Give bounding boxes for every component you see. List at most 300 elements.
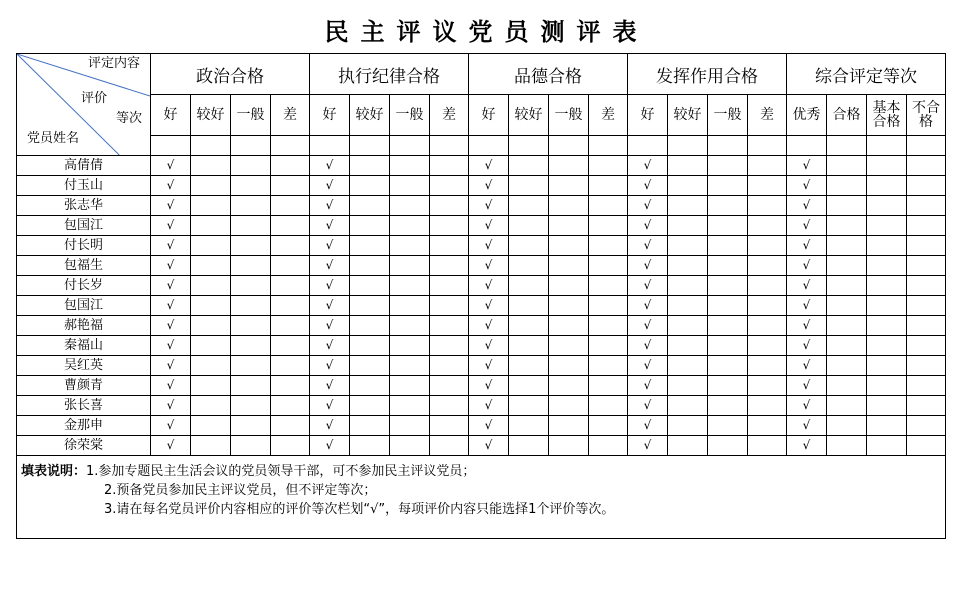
rating-cell[interactable] — [310, 176, 350, 196]
rating-cell[interactable] — [549, 396, 589, 416]
rating-cell[interactable] — [231, 316, 271, 336]
rating-cell[interactable] — [668, 416, 708, 436]
rating-cell[interactable] — [748, 356, 787, 376]
rating-cell[interactable] — [708, 156, 748, 176]
rating-cell[interactable] — [271, 216, 310, 236]
rating-cell[interactable] — [430, 236, 469, 256]
rating-cell[interactable] — [430, 176, 469, 196]
rating-cell[interactable] — [390, 256, 430, 276]
rating-cell[interactable] — [509, 416, 549, 436]
rating-cell[interactable] — [628, 316, 668, 336]
rating-cell[interactable] — [907, 356, 946, 376]
rating-cell[interactable] — [867, 256, 907, 276]
rating-cell[interactable] — [430, 436, 469, 456]
rating-cell[interactable] — [628, 376, 668, 396]
rating-cell[interactable] — [907, 236, 946, 256]
rating-cell[interactable] — [628, 196, 668, 216]
rating-cell[interactable] — [350, 196, 390, 216]
rating-cell[interactable] — [787, 436, 827, 456]
rating-cell[interactable] — [509, 236, 549, 256]
rating-cell[interactable] — [668, 296, 708, 316]
rating-cell[interactable] — [271, 356, 310, 376]
rating-cell[interactable] — [469, 356, 509, 376]
rating-cell[interactable] — [787, 316, 827, 336]
rating-cell[interactable] — [708, 256, 748, 276]
rating-cell[interactable] — [589, 256, 628, 276]
rating-cell[interactable] — [271, 156, 310, 176]
rating-cell[interactable] — [509, 436, 549, 456]
rating-cell[interactable] — [827, 176, 867, 196]
rating-cell[interactable] — [350, 396, 390, 416]
rating-cell[interactable] — [231, 196, 271, 216]
rating-cell[interactable] — [151, 376, 191, 396]
rating-cell[interactable] — [668, 336, 708, 356]
rating-cell[interactable] — [708, 316, 748, 336]
rating-cell[interactable] — [390, 196, 430, 216]
rating-cell[interactable] — [231, 216, 271, 236]
rating-cell[interactable] — [430, 356, 469, 376]
rating-cell[interactable] — [549, 376, 589, 396]
rating-cell[interactable] — [350, 256, 390, 276]
rating-cell[interactable] — [867, 316, 907, 336]
rating-cell[interactable] — [271, 276, 310, 296]
rating-cell[interactable] — [390, 356, 430, 376]
rating-cell[interactable] — [549, 296, 589, 316]
rating-cell[interactable] — [151, 276, 191, 296]
rating-cell[interactable] — [469, 376, 509, 396]
rating-cell[interactable] — [191, 276, 231, 296]
rating-cell[interactable] — [668, 176, 708, 196]
rating-cell[interactable] — [907, 376, 946, 396]
rating-cell[interactable] — [867, 236, 907, 256]
rating-cell[interactable] — [827, 376, 867, 396]
rating-cell[interactable] — [827, 236, 867, 256]
rating-cell[interactable] — [589, 196, 628, 216]
rating-cell[interactable] — [271, 376, 310, 396]
rating-cell[interactable] — [628, 296, 668, 316]
rating-cell[interactable] — [748, 156, 787, 176]
rating-cell[interactable] — [191, 356, 231, 376]
rating-cell[interactable] — [708, 216, 748, 236]
rating-cell[interactable] — [271, 436, 310, 456]
rating-cell[interactable] — [509, 216, 549, 236]
rating-cell[interactable] — [509, 376, 549, 396]
rating-cell[interactable] — [748, 436, 787, 456]
rating-cell[interactable] — [748, 396, 787, 416]
rating-cell[interactable] — [748, 216, 787, 236]
rating-cell[interactable] — [867, 296, 907, 316]
rating-cell[interactable] — [350, 176, 390, 196]
rating-cell[interactable] — [549, 156, 589, 176]
rating-cell[interactable] — [191, 196, 231, 216]
rating-cell[interactable] — [231, 236, 271, 256]
rating-cell[interactable] — [469, 396, 509, 416]
rating-cell[interactable] — [708, 176, 748, 196]
rating-cell[interactable] — [787, 296, 827, 316]
rating-cell[interactable] — [271, 336, 310, 356]
rating-cell[interactable] — [231, 336, 271, 356]
rating-cell[interactable] — [668, 216, 708, 236]
rating-cell[interactable] — [151, 356, 191, 376]
rating-cell[interactable] — [390, 296, 430, 316]
rating-cell[interactable] — [748, 316, 787, 336]
rating-cell[interactable] — [907, 216, 946, 236]
rating-cell[interactable] — [549, 236, 589, 256]
rating-cell[interactable] — [390, 376, 430, 396]
rating-cell[interactable] — [668, 276, 708, 296]
rating-cell[interactable] — [827, 216, 867, 236]
rating-cell[interactable] — [231, 416, 271, 436]
rating-cell[interactable] — [151, 196, 191, 216]
rating-cell[interactable] — [907, 296, 946, 316]
rating-cell[interactable] — [191, 376, 231, 396]
rating-cell[interactable] — [271, 236, 310, 256]
rating-cell[interactable] — [708, 356, 748, 376]
rating-cell[interactable] — [151, 236, 191, 256]
rating-cell[interactable] — [509, 276, 549, 296]
rating-cell[interactable] — [310, 336, 350, 356]
rating-cell[interactable] — [708, 436, 748, 456]
rating-cell[interactable] — [469, 416, 509, 436]
rating-cell[interactable] — [350, 276, 390, 296]
rating-cell[interactable] — [907, 256, 946, 276]
rating-cell[interactable] — [151, 156, 191, 176]
rating-cell[interactable] — [907, 316, 946, 336]
rating-cell[interactable] — [748, 336, 787, 356]
rating-cell[interactable] — [390, 336, 430, 356]
rating-cell[interactable] — [151, 176, 191, 196]
rating-cell[interactable] — [827, 416, 867, 436]
rating-cell[interactable] — [867, 176, 907, 196]
rating-cell[interactable] — [310, 256, 350, 276]
rating-cell[interactable] — [390, 156, 430, 176]
rating-cell[interactable] — [628, 236, 668, 256]
rating-cell[interactable] — [708, 396, 748, 416]
rating-cell[interactable] — [787, 196, 827, 216]
rating-cell[interactable] — [469, 276, 509, 296]
rating-cell[interactable] — [549, 336, 589, 356]
rating-cell[interactable] — [907, 176, 946, 196]
rating-cell[interactable] — [668, 376, 708, 396]
rating-cell[interactable] — [867, 336, 907, 356]
rating-cell[interactable] — [827, 396, 867, 416]
rating-cell[interactable] — [827, 336, 867, 356]
rating-cell[interactable] — [549, 216, 589, 236]
rating-cell[interactable] — [787, 356, 827, 376]
rating-cell[interactable] — [787, 256, 827, 276]
rating-cell[interactable] — [191, 316, 231, 336]
rating-cell[interactable] — [549, 316, 589, 336]
rating-cell[interactable] — [151, 416, 191, 436]
rating-cell[interactable] — [509, 396, 549, 416]
rating-cell[interactable] — [827, 276, 867, 296]
rating-cell[interactable] — [867, 356, 907, 376]
rating-cell[interactable] — [628, 396, 668, 416]
rating-cell[interactable] — [350, 416, 390, 436]
rating-cell[interactable] — [509, 336, 549, 356]
rating-cell[interactable] — [271, 256, 310, 276]
rating-cell[interactable] — [231, 396, 271, 416]
rating-cell[interactable] — [907, 396, 946, 416]
rating-cell[interactable] — [589, 416, 628, 436]
rating-cell[interactable] — [310, 296, 350, 316]
rating-cell[interactable] — [748, 196, 787, 216]
rating-cell[interactable] — [151, 316, 191, 336]
rating-cell[interactable] — [867, 216, 907, 236]
rating-cell[interactable] — [509, 296, 549, 316]
rating-cell[interactable] — [509, 356, 549, 376]
rating-cell[interactable] — [469, 156, 509, 176]
rating-cell[interactable] — [628, 416, 668, 436]
rating-cell[interactable] — [787, 156, 827, 176]
rating-cell[interactable] — [430, 276, 469, 296]
rating-cell[interactable] — [787, 176, 827, 196]
rating-cell[interactable] — [271, 416, 310, 436]
rating-cell[interactable] — [350, 216, 390, 236]
rating-cell[interactable] — [350, 316, 390, 336]
rating-cell[interactable] — [231, 176, 271, 196]
rating-cell[interactable] — [350, 436, 390, 456]
rating-cell[interactable] — [469, 436, 509, 456]
rating-cell[interactable] — [191, 256, 231, 276]
rating-cell[interactable] — [191, 236, 231, 256]
rating-cell[interactable] — [151, 336, 191, 356]
rating-cell[interactable] — [708, 416, 748, 436]
rating-cell[interactable] — [191, 156, 231, 176]
rating-cell[interactable] — [151, 296, 191, 316]
rating-cell[interactable] — [191, 336, 231, 356]
rating-cell[interactable] — [509, 196, 549, 216]
rating-cell[interactable] — [310, 356, 350, 376]
rating-cell[interactable] — [469, 316, 509, 336]
rating-cell[interactable] — [748, 236, 787, 256]
rating-cell[interactable] — [151, 216, 191, 236]
rating-cell[interactable] — [271, 316, 310, 336]
rating-cell[interactable] — [271, 296, 310, 316]
rating-cell[interactable] — [827, 436, 867, 456]
rating-cell[interactable] — [390, 416, 430, 436]
rating-cell[interactable] — [390, 236, 430, 256]
rating-cell[interactable] — [787, 376, 827, 396]
rating-cell[interactable] — [549, 436, 589, 456]
rating-cell[interactable] — [867, 376, 907, 396]
rating-cell[interactable] — [191, 416, 231, 436]
rating-cell[interactable] — [748, 176, 787, 196]
rating-cell[interactable] — [509, 176, 549, 196]
rating-cell[interactable] — [390, 436, 430, 456]
rating-cell[interactable] — [827, 296, 867, 316]
rating-cell[interactable] — [271, 396, 310, 416]
rating-cell[interactable] — [787, 236, 827, 256]
rating-cell[interactable] — [907, 276, 946, 296]
rating-cell[interactable] — [867, 156, 907, 176]
rating-cell[interactable] — [469, 256, 509, 276]
rating-cell[interactable] — [589, 336, 628, 356]
rating-cell[interactable] — [827, 356, 867, 376]
rating-cell[interactable] — [589, 236, 628, 256]
rating-cell[interactable] — [907, 436, 946, 456]
rating-cell[interactable] — [310, 236, 350, 256]
rating-cell[interactable] — [748, 416, 787, 436]
rating-cell[interactable] — [469, 176, 509, 196]
rating-cell[interactable] — [589, 396, 628, 416]
rating-cell[interactable] — [628, 276, 668, 296]
rating-cell[interactable] — [668, 196, 708, 216]
rating-cell[interactable] — [430, 296, 469, 316]
rating-cell[interactable] — [787, 416, 827, 436]
rating-cell[interactable] — [350, 376, 390, 396]
rating-cell[interactable] — [191, 396, 231, 416]
rating-cell[interactable] — [827, 316, 867, 336]
rating-cell[interactable] — [867, 436, 907, 456]
rating-cell[interactable] — [907, 156, 946, 176]
rating-cell[interactable] — [390, 276, 430, 296]
rating-cell[interactable] — [469, 336, 509, 356]
rating-cell[interactable] — [589, 296, 628, 316]
rating-cell[interactable] — [668, 396, 708, 416]
rating-cell[interactable] — [430, 316, 469, 336]
rating-cell[interactable] — [549, 356, 589, 376]
rating-cell[interactable] — [390, 396, 430, 416]
rating-cell[interactable] — [390, 216, 430, 236]
rating-cell[interactable] — [668, 316, 708, 336]
rating-cell[interactable] — [430, 336, 469, 356]
rating-cell[interactable] — [628, 436, 668, 456]
rating-cell[interactable] — [151, 436, 191, 456]
rating-cell[interactable] — [668, 256, 708, 276]
rating-cell[interactable] — [430, 376, 469, 396]
rating-cell[interactable] — [469, 236, 509, 256]
rating-cell[interactable] — [787, 276, 827, 296]
rating-cell[interactable] — [549, 416, 589, 436]
rating-cell[interactable] — [708, 236, 748, 256]
rating-cell[interactable] — [350, 296, 390, 316]
rating-cell[interactable] — [430, 396, 469, 416]
rating-cell[interactable] — [708, 196, 748, 216]
rating-cell[interactable] — [589, 436, 628, 456]
rating-cell[interactable] — [907, 416, 946, 436]
rating-cell[interactable] — [191, 436, 231, 456]
rating-cell[interactable] — [628, 176, 668, 196]
rating-cell[interactable] — [628, 216, 668, 236]
rating-cell[interactable] — [509, 316, 549, 336]
rating-cell[interactable] — [867, 416, 907, 436]
rating-cell[interactable] — [628, 156, 668, 176]
rating-cell[interactable] — [827, 196, 867, 216]
rating-cell[interactable] — [310, 216, 350, 236]
rating-cell[interactable] — [708, 276, 748, 296]
rating-cell[interactable] — [430, 256, 469, 276]
rating-cell[interactable] — [271, 196, 310, 216]
rating-cell[interactable] — [867, 276, 907, 296]
rating-cell[interactable] — [430, 156, 469, 176]
rating-cell[interactable] — [589, 356, 628, 376]
rating-cell[interactable] — [151, 396, 191, 416]
rating-cell[interactable] — [668, 236, 708, 256]
rating-cell[interactable] — [191, 216, 231, 236]
rating-cell[interactable] — [748, 276, 787, 296]
rating-cell[interactable] — [231, 376, 271, 396]
rating-cell[interactable] — [549, 176, 589, 196]
rating-cell[interactable] — [867, 396, 907, 416]
rating-cell[interactable] — [310, 376, 350, 396]
rating-cell[interactable] — [549, 196, 589, 216]
rating-cell[interactable] — [469, 216, 509, 236]
rating-cell[interactable] — [350, 236, 390, 256]
rating-cell[interactable] — [668, 356, 708, 376]
rating-cell[interactable] — [549, 276, 589, 296]
rating-cell[interactable] — [310, 276, 350, 296]
rating-cell[interactable] — [231, 156, 271, 176]
rating-cell[interactable] — [668, 436, 708, 456]
rating-cell[interactable] — [628, 356, 668, 376]
rating-cell[interactable] — [748, 296, 787, 316]
rating-cell[interactable] — [231, 276, 271, 296]
rating-cell[interactable] — [310, 316, 350, 336]
rating-cell[interactable] — [430, 416, 469, 436]
rating-cell[interactable] — [350, 156, 390, 176]
rating-cell[interactable] — [231, 256, 271, 276]
rating-cell[interactable] — [867, 196, 907, 216]
rating-cell[interactable] — [310, 396, 350, 416]
rating-cell[interactable] — [310, 416, 350, 436]
rating-cell[interactable] — [430, 196, 469, 216]
rating-cell[interactable] — [310, 436, 350, 456]
rating-cell[interactable] — [509, 256, 549, 276]
rating-cell[interactable] — [151, 256, 191, 276]
rating-cell[interactable] — [191, 296, 231, 316]
rating-cell[interactable] — [231, 296, 271, 316]
rating-cell[interactable] — [509, 156, 549, 176]
rating-cell[interactable] — [589, 176, 628, 196]
rating-cell[interactable] — [350, 336, 390, 356]
rating-cell[interactable] — [628, 336, 668, 356]
rating-cell[interactable] — [231, 436, 271, 456]
rating-cell[interactable] — [589, 276, 628, 296]
rating-cell[interactable] — [310, 196, 350, 216]
rating-cell[interactable] — [628, 256, 668, 276]
rating-cell[interactable] — [469, 296, 509, 316]
rating-cell[interactable] — [430, 216, 469, 236]
rating-cell[interactable] — [390, 316, 430, 336]
rating-cell[interactable] — [787, 396, 827, 416]
rating-cell[interactable] — [469, 196, 509, 216]
rating-cell[interactable] — [708, 336, 748, 356]
rating-cell[interactable] — [668, 156, 708, 176]
rating-cell[interactable] — [191, 176, 231, 196]
rating-cell[interactable] — [350, 356, 390, 376]
rating-cell[interactable] — [907, 196, 946, 216]
rating-cell[interactable] — [708, 376, 748, 396]
rating-cell[interactable] — [589, 156, 628, 176]
rating-cell[interactable] — [748, 376, 787, 396]
rating-cell[interactable] — [549, 256, 589, 276]
rating-cell[interactable] — [310, 156, 350, 176]
rating-cell[interactable] — [390, 176, 430, 196]
rating-cell[interactable] — [589, 216, 628, 236]
rating-cell[interactable] — [589, 376, 628, 396]
rating-cell[interactable] — [271, 176, 310, 196]
rating-cell[interactable] — [827, 156, 867, 176]
rating-cell[interactable] — [907, 336, 946, 356]
rating-cell[interactable] — [589, 316, 628, 336]
rating-cell[interactable] — [231, 356, 271, 376]
rating-cell[interactable] — [787, 336, 827, 356]
rating-cell[interactable] — [827, 256, 867, 276]
rating-cell[interactable] — [708, 296, 748, 316]
rating-cell[interactable] — [748, 256, 787, 276]
rating-cell[interactable] — [787, 216, 827, 236]
